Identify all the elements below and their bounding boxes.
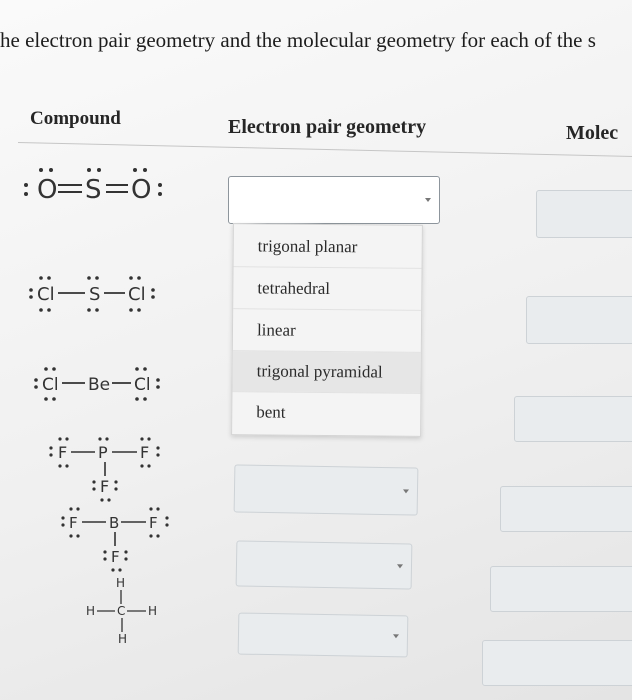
atom-cl-right: Cl	[134, 375, 151, 395]
chevron-down-icon	[393, 634, 399, 638]
column-header-compound: Compound	[30, 108, 121, 129]
molecular-geometry-select-so2[interactable]	[536, 190, 632, 238]
electron-pair-select-bf3[interactable]	[236, 540, 413, 589]
header-divider	[18, 142, 632, 157]
atom-cl-right: Cl	[128, 284, 146, 305]
atom-f-left: F	[58, 443, 68, 462]
lewis-structure-bf3	[55, 500, 185, 575]
atom-h-left: H	[86, 604, 96, 618]
option-label: tetrahedral	[257, 278, 331, 299]
atom-be: Be	[88, 375, 111, 395]
lewis-structure-pf3	[40, 430, 180, 505]
electron-pair-select-so2[interactable]	[228, 176, 440, 224]
lewis-structure-scl2	[25, 270, 175, 325]
atom-s: S	[85, 175, 102, 205]
option-linear[interactable]	[233, 310, 421, 352]
atom-f-bottom: F	[100, 477, 110, 496]
atom-f-bottom: F	[111, 548, 120, 566]
atom-f-right: F	[149, 514, 158, 532]
dropdown-menu	[231, 223, 423, 437]
option-tetrahedral[interactable]	[233, 268, 421, 310]
molecular-geometry-select-scl2[interactable]	[526, 296, 632, 344]
atom-o-left: O	[37, 175, 58, 205]
lewis-structure-becl2	[30, 360, 180, 415]
molecular-geometry-select-pf3[interactable]	[500, 486, 632, 532]
option-label: linear	[256, 320, 296, 340]
atom-b: B	[109, 514, 120, 532]
chevron-down-icon	[403, 489, 409, 493]
option-label: bent	[256, 402, 286, 422]
molecular-geometry-select-ch4[interactable]	[482, 640, 632, 686]
atom-c: C	[117, 604, 126, 618]
option-trigonal-planar[interactable]	[234, 226, 422, 268]
atom-p: P	[98, 443, 108, 462]
option-label: trigonal pyramidal	[256, 361, 383, 382]
atom-h-top: H	[116, 576, 126, 590]
atom-h-right: H	[148, 604, 158, 618]
chevron-down-icon	[397, 564, 403, 568]
option-label: trigonal planar	[257, 236, 358, 257]
option-trigonal-pyramidal[interactable]	[232, 351, 420, 393]
option-bent[interactable]	[232, 392, 420, 434]
atom-s: S	[89, 284, 101, 305]
electron-pair-select-pf3[interactable]	[234, 464, 419, 515]
atom-f-left: F	[69, 514, 78, 532]
instruction-text: he electron pair geometry and the molecular geometry for each of the s	[0, 28, 596, 52]
column-header-molecular-geometry: Molec	[566, 122, 619, 144]
atom-o-right: O	[131, 175, 152, 205]
lewis-structure-so2	[15, 158, 175, 218]
atom-f-right: F	[140, 443, 150, 462]
column-header-electron-pair-geometry: Electron pair geometry	[228, 116, 427, 138]
molecular-geometry-select-becl2[interactable]	[514, 396, 632, 442]
chevron-down-icon	[425, 198, 431, 202]
atom-cl-left: Cl	[37, 284, 55, 305]
atom-h-bottom: H	[118, 632, 128, 646]
lewis-structure-ch4	[80, 575, 180, 650]
atom-cl-left: Cl	[42, 375, 59, 395]
electron-pair-select-ch4[interactable]	[238, 613, 409, 658]
molecular-geometry-select-bf3[interactable]	[490, 566, 632, 612]
